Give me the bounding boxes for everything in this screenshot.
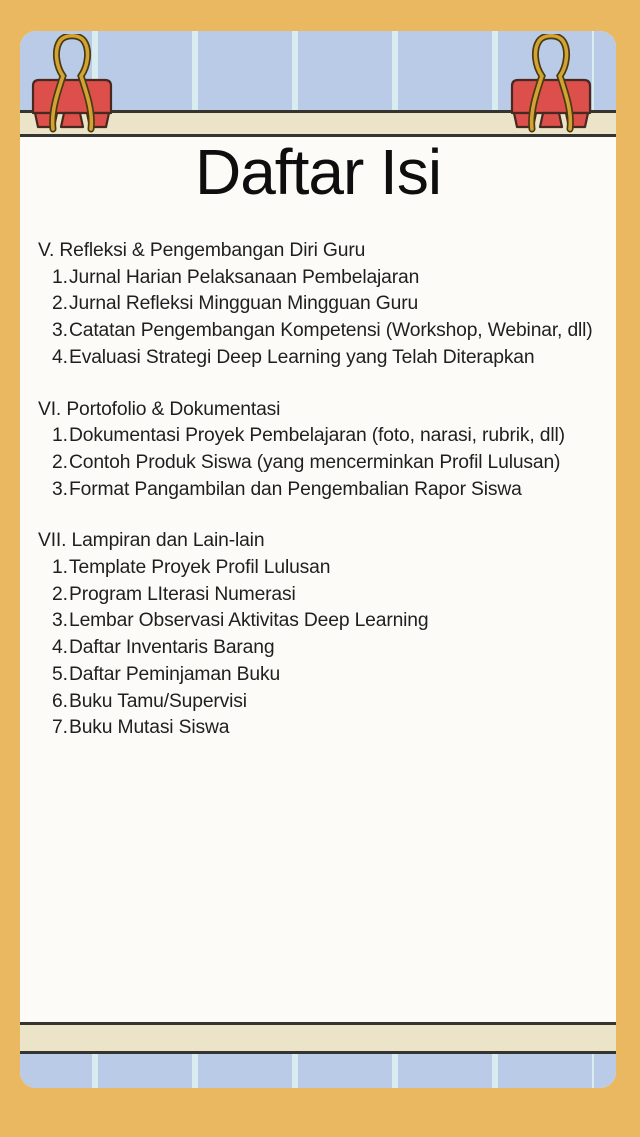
toc-item-number: 7.: [52, 717, 68, 739]
page-title: Daftar Isi: [194, 136, 442, 208]
toc-item-label: Format Pangambilan dan Pengembalian Rapor Siswa: [69, 478, 522, 500]
toc-item-number: 4.: [52, 346, 68, 368]
toc-item-label: Daftar Peminjaman Buku: [69, 663, 281, 685]
toc-item: [52, 555, 608, 582]
toc-section: [38, 238, 608, 372]
toc-item-number: 1.: [52, 557, 68, 579]
toc-item: [52, 715, 608, 742]
toc-item: [52, 635, 608, 662]
clip-foot: [61, 113, 83, 127]
toc-section-heading: VII. Lampiran dan Lain-lain: [38, 530, 265, 552]
toc-item-number: 5.: [52, 663, 68, 685]
toc-item: [52, 450, 608, 477]
toc-item: [52, 582, 608, 609]
toc-item-label: Program LIterasi Numerasi: [69, 583, 296, 605]
toc-item-label: Contoh Produk Siswa (yang mencerminkan Profil Lulusan): [69, 451, 561, 473]
toc-item: [52, 477, 608, 504]
toc-item-number: 2.: [52, 451, 68, 473]
binder-clip-icon: [506, 34, 596, 134]
card-bottom-divider: [20, 1022, 616, 1054]
toc-item-number: 3.: [52, 478, 68, 500]
toc-item-number: 2.: [52, 293, 68, 315]
toc-item: [52, 265, 608, 292]
toc-item: [52, 662, 608, 689]
toc-item: [52, 291, 608, 318]
toc-paper: [20, 137, 616, 1022]
toc-section-heading: VI. Portofolio & Dokumentasi: [38, 398, 281, 420]
toc-item: [52, 608, 608, 635]
toc-item-label: Buku Tamu/Supervisi: [69, 690, 247, 712]
toc-item: [52, 318, 608, 345]
toc-item-label: Buku Mutasi Siswa: [69, 717, 230, 739]
toc-item-label: Template Proyek Profil Lulusan: [69, 557, 331, 579]
toc-item-number: 3.: [52, 610, 68, 632]
toc-item-number: 3.: [52, 320, 68, 342]
toc-item-number: 1.: [52, 425, 68, 447]
toc-card: [20, 31, 616, 1088]
toc-section: [38, 528, 608, 742]
binder-clip-icon: [27, 34, 117, 134]
toc-item-label: Dokumentasi Proyek Pembelajaran (foto, narasi, rubrik, dll): [69, 425, 565, 447]
toc-item-number: 6.: [52, 690, 68, 712]
toc-item-number: 1.: [52, 266, 68, 288]
toc-item: [52, 689, 608, 716]
toc-item-label: Daftar Inventaris Barang: [69, 637, 275, 659]
toc-section: [38, 397, 608, 504]
toc-item-label: Catatan Pengembangan Kompetensi (Workshop, Webinar, dll): [69, 320, 593, 342]
toc-item-label: Jurnal Harian Pelaksanaan Pembelajaran: [69, 266, 420, 288]
toc-item-label: Lembar Observasi Aktivitas Deep Learning: [69, 610, 429, 632]
clip-foot: [540, 113, 562, 127]
toc-item-number: 2.: [52, 583, 68, 605]
toc-item: [52, 345, 608, 372]
table-of-contents: [20, 238, 616, 742]
clip-body: [512, 80, 590, 113]
toc-section-heading: V. Refleksi & Pengembangan Diri Guru: [38, 240, 366, 261]
toc-item-number: 4.: [52, 637, 68, 659]
toc-item-label: Evaluasi Strategi Deep Learning yang Telah Diterapkan: [69, 346, 535, 368]
toc-item: [52, 423, 608, 450]
toc-item-label: Jurnal Refleksi Mingguan Mingguan Guru: [69, 293, 419, 315]
clip-body: [33, 80, 111, 113]
card-bottom-band: [20, 1054, 616, 1088]
